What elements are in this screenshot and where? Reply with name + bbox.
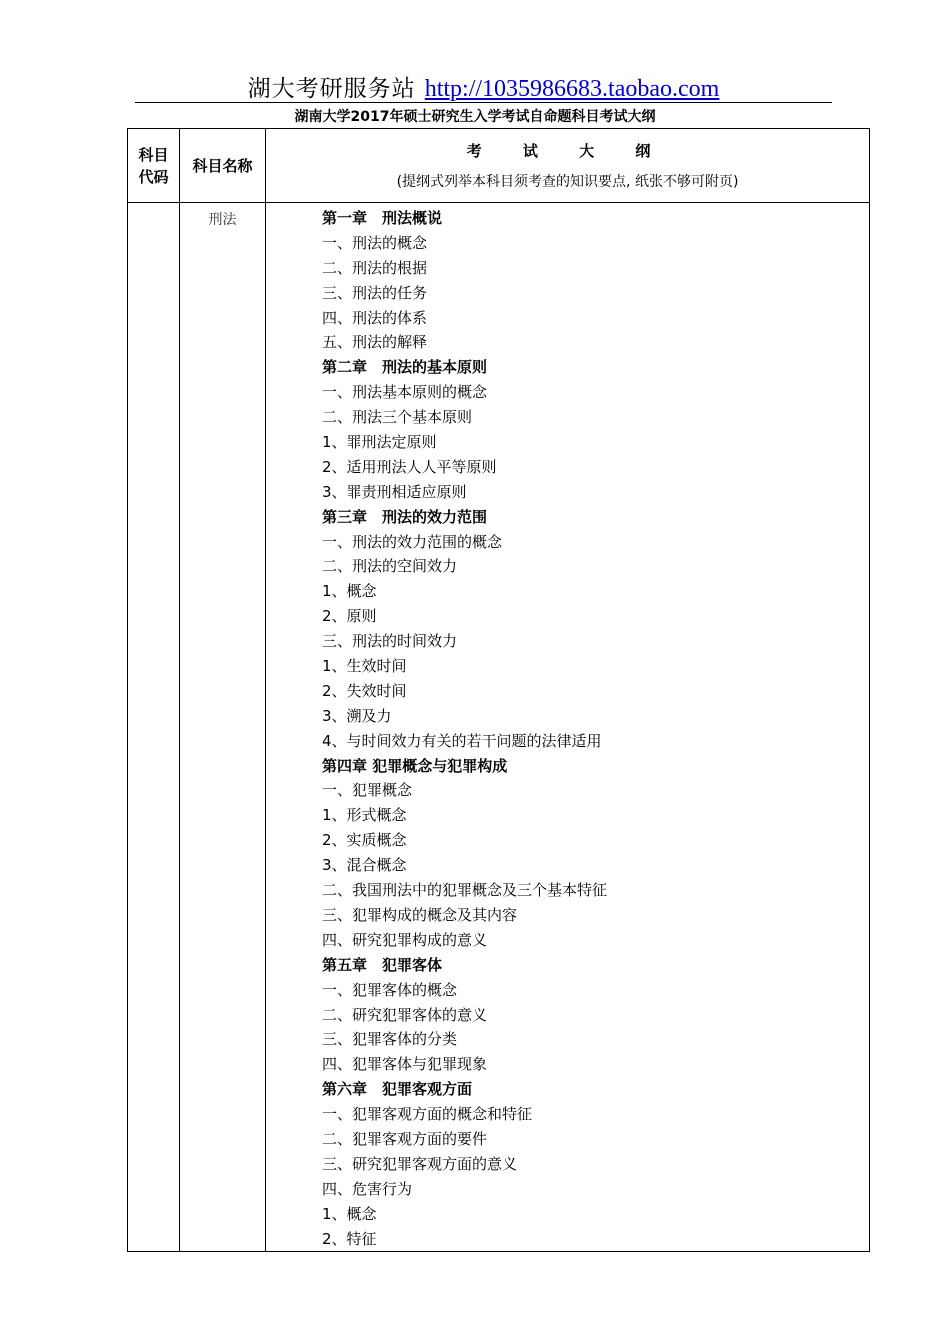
outline-item: 三、研究犯罪客观方面的意义 xyxy=(322,1154,518,1173)
chapter-heading: 第四章 犯罪概念与犯罪构成 xyxy=(322,756,508,775)
outline-item: 四、危害行为 xyxy=(322,1179,413,1198)
chapter-heading: 第六章 犯罪客观方面 xyxy=(322,1080,473,1099)
outline-item: 2、特征 xyxy=(322,1229,377,1248)
table-row xyxy=(128,203,870,1252)
outline-item: 1、罪刑法定原则 xyxy=(322,433,437,452)
outline-item: 三、犯罪客体的分类 xyxy=(322,1030,458,1049)
outline-item: 3、混合概念 xyxy=(322,856,407,875)
outline-item: 1、概念 xyxy=(322,1204,377,1223)
outline-item: 四、犯罪客体与犯罪现象 xyxy=(322,1055,488,1074)
outline-item: 三、刑法的时间效力 xyxy=(322,632,458,651)
outline-note: (提纲式列举本科目须考查的知识要点, 纸张不够可附页) xyxy=(396,174,739,190)
chapter-heading: 第二章 刑法的基本原则 xyxy=(322,358,488,377)
outline-item: 三、刑法的任务 xyxy=(322,283,428,302)
subject-name-cell: 刑法 xyxy=(180,203,266,1252)
site-name: 湖大考研服务站 xyxy=(247,76,416,102)
syllabus-table xyxy=(127,128,870,1252)
outline-content xyxy=(266,203,870,1252)
header-subject-name: 科目名称 xyxy=(180,129,266,203)
outline-item: 2、实质概念 xyxy=(322,831,407,850)
outline-item: 二、刑法三个基本原则 xyxy=(322,408,473,427)
shop-link[interactable]: http://1035986683.taobao.com xyxy=(424,76,720,102)
outline-item: 二、研究犯罪客体的意义 xyxy=(322,1005,488,1024)
subject-code-cell xyxy=(128,203,180,1252)
chapter-heading: 第三章 刑法的效力范围 xyxy=(322,507,488,526)
outline-item: 3、溯及力 xyxy=(322,706,392,725)
chapter-heading: 第一章 刑法概说 xyxy=(322,209,443,227)
outline-item: 二、刑法的根据 xyxy=(322,258,428,277)
outline-item: 二、刑法的空间效力 xyxy=(322,557,458,576)
outline-item: 二、犯罪客观方面的要件 xyxy=(322,1129,488,1148)
outline-title: 考 试 大 纲 xyxy=(466,142,669,160)
outline-item: 4、与时间效力有关的若干问题的法律适用 xyxy=(322,731,602,750)
header-outline xyxy=(266,129,870,203)
outline-item: 四、刑法的体系 xyxy=(322,308,428,327)
outline-item: 1、概念 xyxy=(322,582,377,601)
outline-item: 五、刑法的解释 xyxy=(322,333,428,352)
page-header xyxy=(135,70,832,103)
outline-item: 一、刑法的效力范围的概念 xyxy=(322,532,503,551)
header-code-line2: 代码 xyxy=(138,167,169,186)
outline-item: 2、适用刑法人人平等原则 xyxy=(322,457,497,476)
chapter-heading: 第五章 犯罪客体 xyxy=(322,955,443,974)
outline-item: 3、罪责刑相适应原则 xyxy=(322,482,467,501)
outline-item: 2、失效时间 xyxy=(322,681,407,700)
outline-item: 1、生效时间 xyxy=(322,657,407,676)
outline-item: 二、我国刑法中的犯罪概念及三个基本特征 xyxy=(322,881,608,900)
outline-item: 一、犯罪客观方面的概念和特征 xyxy=(322,1105,533,1124)
outline-item: 1、形式概念 xyxy=(322,806,407,825)
outline-item: 一、刑法的概念 xyxy=(322,233,428,252)
header-code-line1: 科目 xyxy=(138,145,169,164)
outline-item: 一、犯罪客体的概念 xyxy=(322,980,458,999)
outline-item: 四、研究犯罪构成的意义 xyxy=(322,930,488,949)
header-subject-code xyxy=(128,129,180,203)
outline-item: 一、刑法基本原则的概念 xyxy=(322,383,488,402)
outline-item: 2、原则 xyxy=(322,607,377,626)
document-title: 湖南大学2017年硕士研究生入学考试自命题科目考试大纲 xyxy=(294,109,656,125)
outline-item: 一、犯罪概念 xyxy=(322,781,413,800)
outline-item: 三、犯罪构成的概念及其内容 xyxy=(322,905,518,924)
table-header-row xyxy=(128,129,870,203)
